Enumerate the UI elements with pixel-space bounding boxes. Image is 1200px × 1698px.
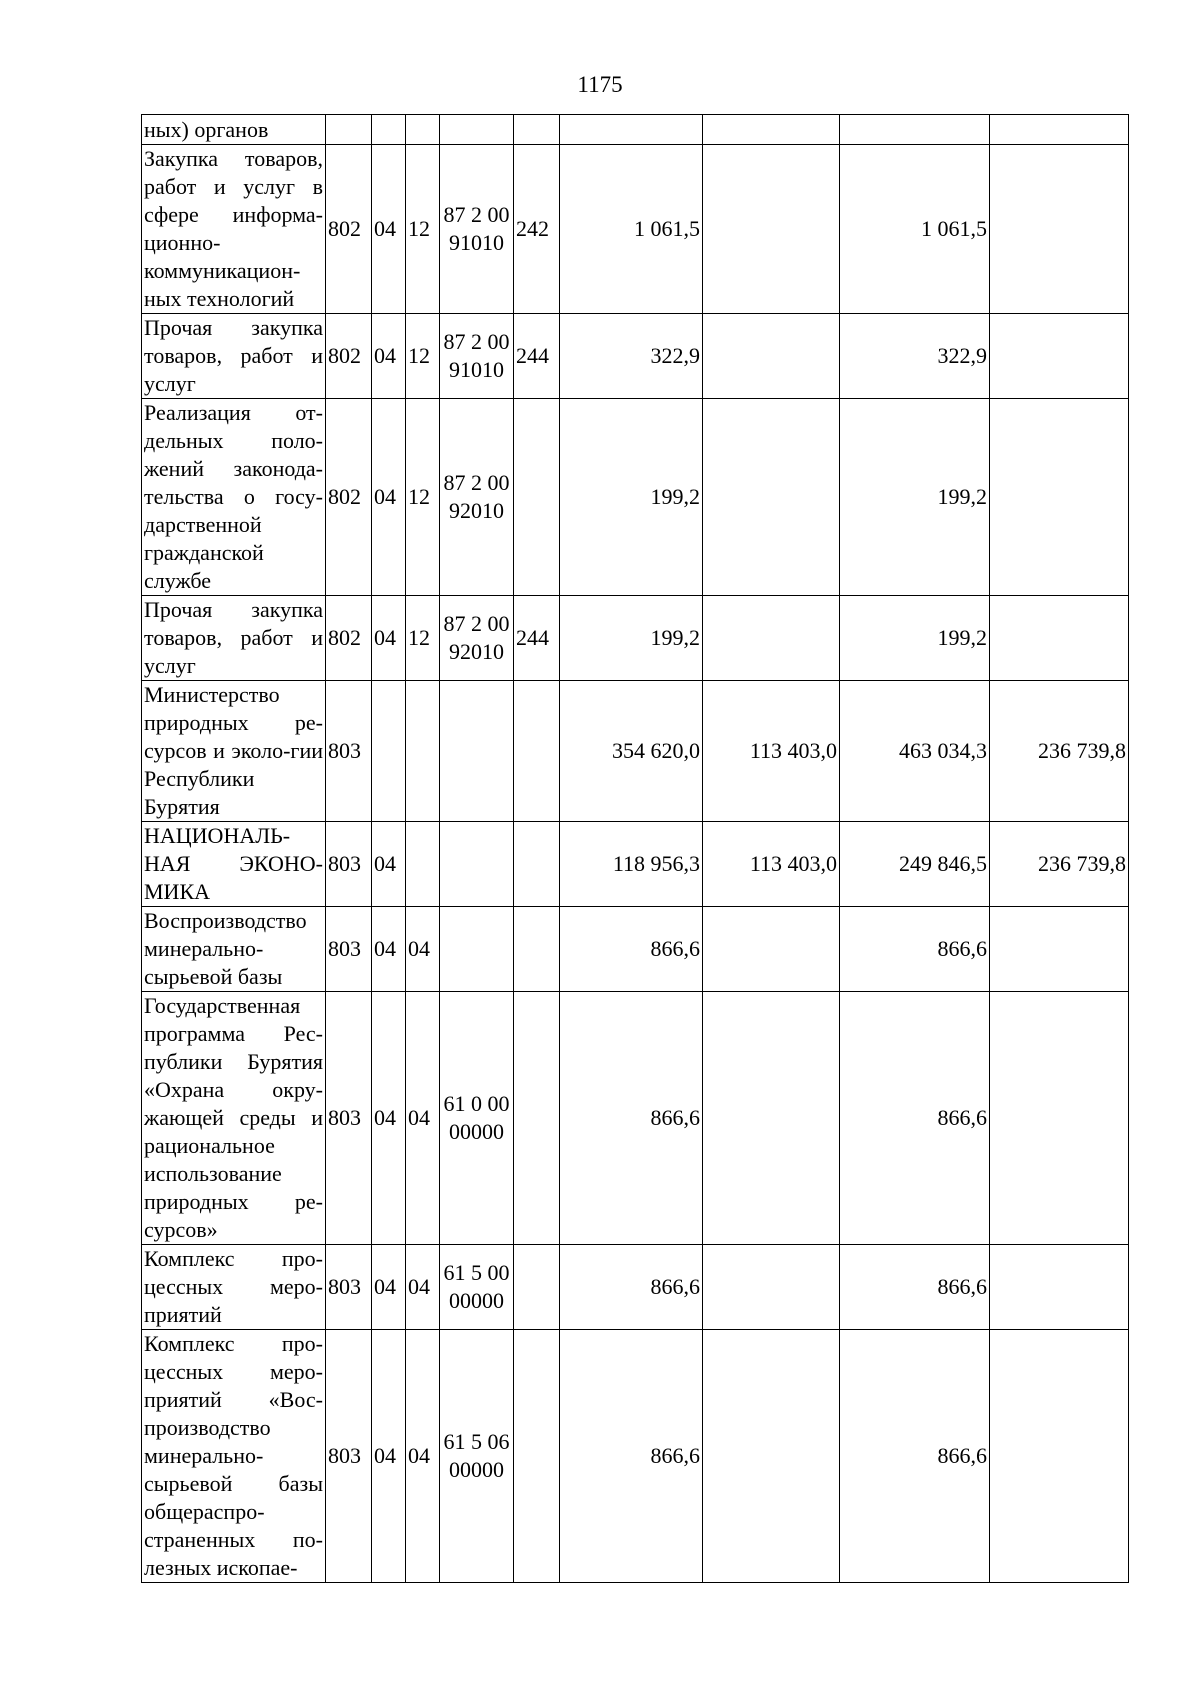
amount-col-3: 1 061,5 [840,145,990,314]
ministry-code: 803 [326,681,372,822]
section-code [372,681,406,822]
table-row [142,1330,1129,1583]
row-name: Прочая закупка товаров, работ и услуг [142,314,326,399]
amount-col-3: 866,6 [840,1330,990,1583]
amount-col-4 [990,907,1129,992]
amount-col-1: 199,2 [560,399,703,596]
section-code: 04 [372,907,406,992]
row-name: Государственная программа Рес-публики Бурятия «Охрана окру-жающей среды и рациональное использование природных ре-сурсов» [142,992,326,1245]
target-article-code: 87 2 00 92010 [440,399,514,596]
row-name: Министерство природных ре-сурсов и эколо-гии Республики Бурятия [142,681,326,822]
page-number: 1175 [577,72,623,97]
subsection-code: 04 [406,1330,440,1583]
subsection-code: 12 [406,596,440,681]
target-article-code: 87 2 00 91010 [440,145,514,314]
amount-col-4 [990,115,1129,145]
amount-col-3: 199,2 [840,399,990,596]
row-name: НАЦИОНАЛЬ-НАЯ ЭКОНО-МИКА [142,822,326,907]
row-name: Прочая закупка товаров, работ и услуг [142,596,326,681]
subsection-code: 04 [406,992,440,1245]
budget-table [141,114,1129,1583]
target-article-code: 61 0 00 00000 [440,992,514,1245]
expense-type-code: 242 [514,145,560,314]
expense-type-code [514,1245,560,1330]
expense-type-code [514,115,560,145]
amount-col-3: 463 034,3 [840,681,990,822]
amount-col-1: 866,6 [560,1245,703,1330]
table-row [142,596,1129,681]
amount-col-4: 236 739,8 [990,681,1129,822]
target-article-code: 61 5 00 00000 [440,1245,514,1330]
section-code: 04 [372,399,406,596]
target-article-code: 61 5 06 00000 [440,1330,514,1583]
expense-type-code [514,907,560,992]
row-name: Закупка товаров, работ и услуг в сфере информа-ционно-коммуникацион-ных технологий [142,145,326,314]
subsection-code [406,822,440,907]
table-row [142,681,1129,822]
ministry-code: 803 [326,1245,372,1330]
amount-col-4 [990,596,1129,681]
ministry-code [326,115,372,145]
section-code: 04 [372,314,406,399]
amount-col-2 [703,992,840,1245]
section-code: 04 [372,1245,406,1330]
expense-type-code [514,1330,560,1583]
amount-col-2 [703,1330,840,1583]
amount-col-3: 866,6 [840,907,990,992]
amount-col-4 [990,145,1129,314]
target-article-code [440,681,514,822]
table-row [142,992,1129,1245]
ministry-code: 802 [326,596,372,681]
expense-type-code: 244 [514,314,560,399]
section-code: 04 [372,145,406,314]
row-name: Реализация от-дельных поло-жений законода-тельства о госу-дарственной гражданской службе [142,399,326,596]
subsection-code: 04 [406,907,440,992]
subsection-code [406,115,440,145]
amount-col-3: 866,6 [840,992,990,1245]
amount-col-2 [703,596,840,681]
amount-col-4 [990,1330,1129,1583]
subsection-code: 12 [406,314,440,399]
row-name: Комплекс про-цессных меро-приятий «Вос-производство минерально-сырьевой базы общераспро-страненных по-лезных ископае- [142,1330,326,1583]
subsection-code: 12 [406,399,440,596]
amount-col-4 [990,314,1129,399]
table-row [142,822,1129,907]
ministry-code: 803 [326,907,372,992]
amount-col-4 [990,992,1129,1245]
target-article-code [440,907,514,992]
expense-type-code: 244 [514,596,560,681]
expense-type-code [514,992,560,1245]
amount-col-2: 113 403,0 [703,681,840,822]
target-article-code [440,115,514,145]
expense-type-code [514,822,560,907]
target-article-code [440,822,514,907]
ministry-code: 802 [326,314,372,399]
section-code: 04 [372,596,406,681]
amount-col-2 [703,145,840,314]
amount-col-1 [560,115,703,145]
expense-type-code [514,399,560,596]
ministry-code: 803 [326,992,372,1245]
amount-col-3 [840,115,990,145]
subsection-code: 04 [406,1245,440,1330]
row-name: Комплекс про-цессных меро-приятий [142,1245,326,1330]
subsection-code [406,681,440,822]
amount-col-1: 866,6 [560,992,703,1245]
amount-col-2 [703,399,840,596]
amount-col-2 [703,907,840,992]
amount-col-2 [703,1245,840,1330]
amount-col-1: 1 061,5 [560,145,703,314]
amount-col-2: 113 403,0 [703,822,840,907]
amount-col-1: 199,2 [560,596,703,681]
row-name: ных) органов [142,115,326,145]
table-row [142,314,1129,399]
table-row [142,1245,1129,1330]
amount-col-3: 322,9 [840,314,990,399]
table-row [142,145,1129,314]
section-code: 04 [372,992,406,1245]
amount-col-4 [990,399,1129,596]
amount-col-4: 236 739,8 [990,822,1129,907]
amount-col-2 [703,314,840,399]
ministry-code: 803 [326,822,372,907]
amount-col-1: 118 956,3 [560,822,703,907]
amount-col-1: 354 620,0 [560,681,703,822]
table-row [142,399,1129,596]
section-code: 04 [372,822,406,907]
amount-col-3: 249 846,5 [840,822,990,907]
ministry-code: 803 [326,1330,372,1583]
section-code [372,115,406,145]
section-code: 04 [372,1330,406,1583]
amount-col-3: 199,2 [840,596,990,681]
amount-col-2 [703,115,840,145]
table-row [142,907,1129,992]
target-article-code: 87 2 00 91010 [440,314,514,399]
expense-type-code [514,681,560,822]
ministry-code: 802 [326,145,372,314]
amount-col-1: 866,6 [560,1330,703,1583]
amount-col-4 [990,1245,1129,1330]
amount-col-3: 866,6 [840,1245,990,1330]
amount-col-1: 866,6 [560,907,703,992]
row-name: Воспроизводство минерально-сырьевой базы [142,907,326,992]
ministry-code: 802 [326,399,372,596]
subsection-code: 12 [406,145,440,314]
amount-col-1: 322,9 [560,314,703,399]
target-article-code: 87 2 00 92010 [440,596,514,681]
table-row [142,115,1129,145]
